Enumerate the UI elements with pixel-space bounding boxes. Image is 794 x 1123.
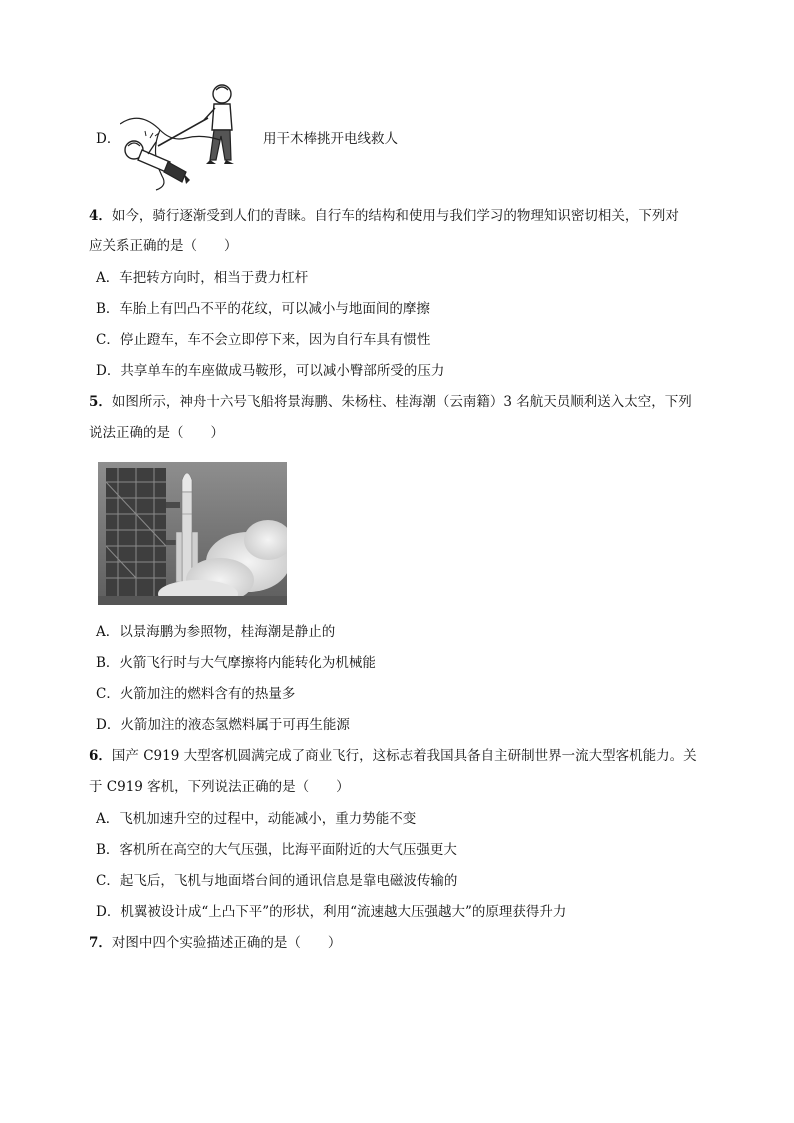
q4-option-d: D．共享单车的车座做成马鞍形，可以减小臀部所受的压力: [96, 363, 445, 379]
q5-option-a: A．以景海鹏为参照物，桂海潮是静止的: [96, 624, 336, 640]
q6-option-c: C．起飞后，飞机与地面塔台间的通讯信息是靠电磁波传输的: [96, 873, 458, 889]
q6-option-a: A．飞机加速升空的过程中，动能减小，重力势能不变: [96, 811, 417, 827]
q5-stem-line2: 说法正确的是（ ）: [89, 425, 224, 441]
q6-stem-line2: 于 C919 客机，下列说法正确的是（ ）: [89, 779, 350, 795]
q4-option-a: A．车把转方向时，相当于费力杠杆: [96, 270, 309, 286]
q7-stem: [89, 933, 341, 953]
q4-stem-line2: 应关系正确的是（ ）: [89, 238, 238, 254]
rocket-launch-photo: [98, 462, 287, 605]
q5-stem-line1: [89, 392, 692, 412]
rescue-illustration: [120, 80, 260, 192]
q5-option-b: B．火箭飞行时与大气摩擦将内能转化为机械能: [96, 655, 376, 671]
q4-option-c: C．停止蹬车，车不会立即停下来，因为自行车具有惯性: [96, 332, 431, 348]
q6-number: 6．: [89, 748, 112, 764]
q5-option-c: C．火箭加注的燃料含有的热量多: [96, 686, 296, 702]
q6-stem-text: 国产 C919 大型客机圆满完成了商业飞行，这标志着我国具备自主研制世界一流大型客机能力。关: [111, 748, 697, 764]
q6-stem-line1: [89, 746, 697, 766]
q7-number: 7．: [89, 935, 112, 951]
q7-stem-text: 对图中四个实验描述正确的是（ ）: [111, 935, 342, 951]
q3-option-d-text: 用干木棒挑开电线救人: [263, 131, 398, 147]
q4-stem-line1: [89, 206, 679, 226]
q3-option-d-label: D．: [96, 131, 121, 147]
q4-stem-text: 如今，骑行逐渐受到人们的青睐。自行车的结构和使用与我们学习的物理知识密切相关，下列对: [111, 208, 679, 224]
q6-option-b: B．客机所在高空的大气压强，比海平面附近的大气压强更大: [96, 842, 457, 858]
q6-option-d: D．机翼被设计成“上凸下平”的形状，利用“流速越大压强越大”的原理获得升力: [96, 904, 567, 920]
q4-option-b: B．车胎上有凹凸不平的花纹，可以减小与地面间的摩擦: [96, 301, 430, 317]
q5-number: 5．: [89, 394, 112, 410]
q5-stem-text: 如图所示，神舟十六号飞船将景海鹏、朱杨柱、桂海潮（云南籍）3 名航天员顺利送入太空，下列: [111, 394, 692, 410]
q5-option-d: D．火箭加注的液态氢燃料属于可再生能源: [96, 717, 350, 733]
q4-number: 4．: [89, 208, 112, 224]
rocket-launch-image: [98, 462, 287, 605]
